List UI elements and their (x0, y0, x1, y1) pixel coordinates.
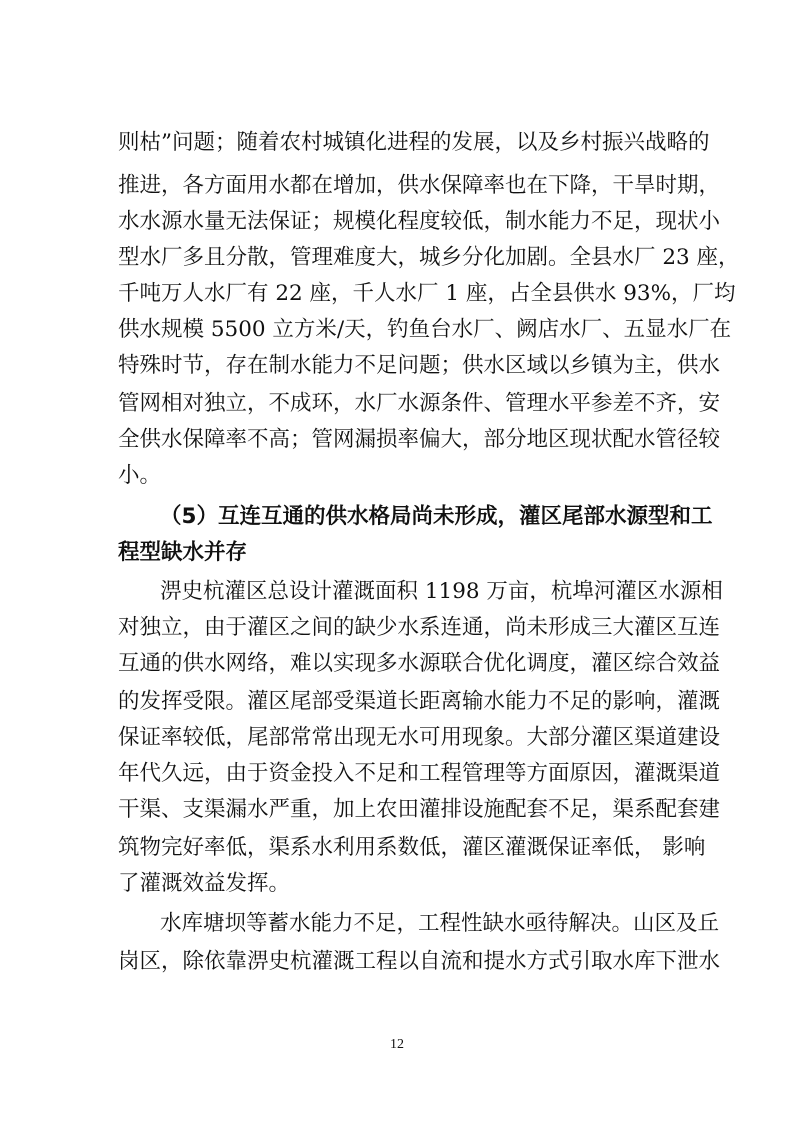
paragraph-line: 千吨万人水厂有 22 座，千人水厂 1 座，占全县供水 93%，厂均 (118, 281, 736, 306)
paragraph-line: 保证率较低，尾部常常出现无水可用现象。大部分灌区渠道建设 (118, 725, 721, 750)
section-heading-line: （5）互连互通的供水格局尚未形成，灌区尾部水源型和工 (160, 504, 713, 529)
paragraph-line: 推进，各方面用水都在增加，供水保障率也在下降，干旱时期， (118, 173, 721, 198)
paragraph-line: 小。 (118, 463, 162, 488)
paragraph-line: 岗区，除依靠淠史杭灌溉工程以自流和提水方式引取水库下泄水 (118, 949, 721, 974)
paragraph-line: 筑物完好率低，渠系水利用系数低，灌区灌溉保证率低， 影响 (118, 835, 706, 860)
paragraph-line: 管网相对独立，不成环，水厂水源条件、管理水平参差不齐，安 (118, 391, 721, 416)
paragraph-line: 了灌溉效益发挥。 (118, 871, 291, 896)
paragraph-line: 干渠、支渠漏水严重，加上农田灌排设施配套不足，渠系配套建 (118, 797, 721, 822)
paragraph-line: 型水厂多且分散，管理难度大，城乡分化加剧。全县水厂 23 座， (118, 245, 740, 270)
paragraph-line: 全供水保障率不高；管网漏损率偏大，部分地区现状配水管径较 (118, 427, 721, 452)
paragraph-line: 供水规模 5500 立方米/天，钓鱼台水厂、阙店水厂、五显水厂在 (118, 317, 732, 342)
paragraph-line: 年代久远，由于资金投入不足和工程管理等方面原因，灌溉渠道 (118, 761, 721, 786)
paragraph-line: 对独立，由于灌区之间的缺少水系连通，尚未形成三大灌区互连 (118, 615, 721, 640)
paragraph-line: 水水源水量无法保证；规模化程度较低，制水能力不足，现状小 (118, 209, 721, 234)
paragraph-line: 的发挥受限。灌区尾部受渠道长距离输水能力不足的影响，灌溉 (118, 689, 721, 714)
paragraph-line: 水库塘坝等蓄水能力不足，工程性缺水亟待解决。山区及丘 (160, 911, 720, 936)
paragraph-line: 淠史杭灌区总设计灌溉面积 1198 万亩，杭埠河灌区水源相 (160, 579, 723, 604)
section-heading-line: 程型缺水并存 (118, 540, 248, 565)
paragraph-line: 特殊时节，存在制水能力不足问题；供水区域以乡镇为主，供水 (118, 353, 721, 378)
paragraph-line: 则枯”问题；随着农村城镇化进程的发展，以及乡村振兴战略的 (118, 130, 710, 155)
paragraph-line: 互通的供水网络，难以实现多水源联合优化调度，灌区综合效益 (118, 651, 721, 676)
page-number: 12 (390, 1037, 404, 1052)
